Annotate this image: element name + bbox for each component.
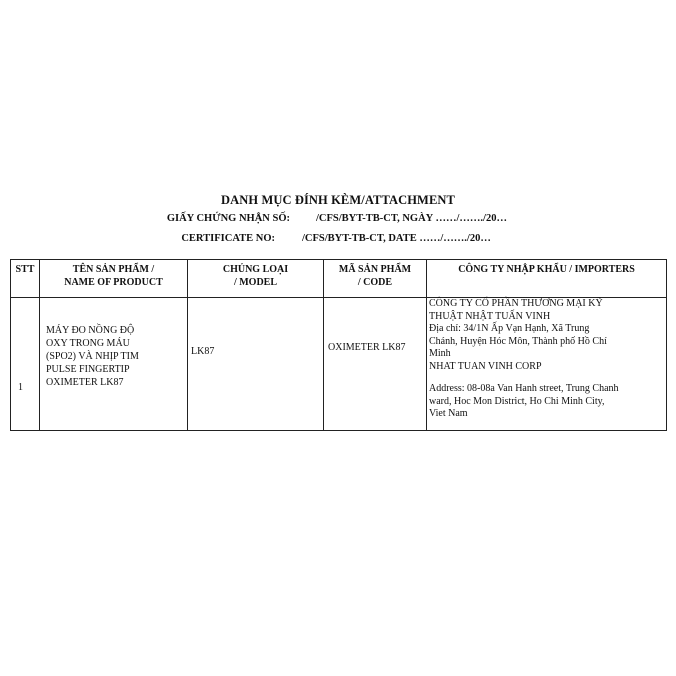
- table-header-row: [11, 260, 667, 298]
- product-line: PULSE FINGERTIP: [46, 364, 130, 375]
- header-code-en: / CODE: [357, 277, 393, 288]
- certificate-en-value: /CFS/BYT-TB-CT, DATE ……/……./20…: [302, 233, 491, 244]
- header-model-vn: CHỦNG LOẠI: [222, 264, 289, 275]
- header-model-en: / MODEL: [233, 277, 278, 288]
- importer-line: Viet Nam: [429, 408, 468, 419]
- product-line: MÁY ĐO NỒNG ĐỘ: [46, 325, 135, 336]
- header-product-en: NAME OF PRODUCT: [64, 277, 163, 288]
- product-line: OXIMETER LK87: [46, 377, 124, 388]
- product-line: (SPO2) VÀ NHỊP TIM: [46, 351, 139, 362]
- cell-importer: [427, 298, 667, 431]
- product-line: OXY TRONG MÁU: [46, 338, 130, 349]
- cell-product-name: [40, 298, 188, 431]
- header-model: [188, 260, 324, 298]
- certificate-vn-value: /CFS/BYT-TB-CT, NGÀY ……/……./20…: [316, 213, 507, 224]
- importer-line: Địa chỉ: 34/1N Ấp Vạn Hạnh, Xã Trung: [429, 323, 590, 334]
- importer-line: NHAT TUAN VINH CORP: [429, 360, 542, 372]
- attachment-table: [10, 259, 667, 431]
- table-row: [11, 298, 667, 431]
- importer-line: Chánh, Huyện Hóc Môn, Thành phố Hồ Chí: [429, 335, 607, 347]
- importer-line: Minh: [429, 348, 451, 359]
- header-product: [40, 260, 188, 298]
- header-importer: CÔNG TY NHẬP KHẨU / IMPORTERS: [427, 260, 667, 298]
- header-code: [324, 260, 427, 298]
- importer-line: Address: 08-08a Van Hanh street, Trung Chanh: [429, 383, 619, 394]
- certificate-en-label: CERTIFICATE NO:: [181, 233, 275, 244]
- importer-line: THUẬT NHẬT TUẤN VINH: [429, 310, 551, 322]
- header-code-vn: MÃ SẢN PHẨM: [338, 264, 412, 275]
- header-stt: STT: [11, 260, 40, 298]
- header-product-vn: TÊN SẢN PHẨM /: [72, 264, 155, 275]
- importer-line: ward, Hoc Mon District, Ho Chi Minh City,: [429, 395, 605, 407]
- cell-code: OXIMETER LK87: [324, 298, 427, 431]
- page-title: DANH MỤC ĐÍNH KÈM/ATTACHMENT: [221, 193, 455, 207]
- cell-model: LK87: [188, 298, 324, 431]
- cell-stt: 1: [11, 298, 40, 431]
- importer-line: CÔNG TY CỔ PHẦN THƯƠNG MẠI KỸ: [429, 298, 603, 309]
- certificate-vn-label: GIẤY CHỨNG NHẬN SỐ:: [166, 213, 290, 224]
